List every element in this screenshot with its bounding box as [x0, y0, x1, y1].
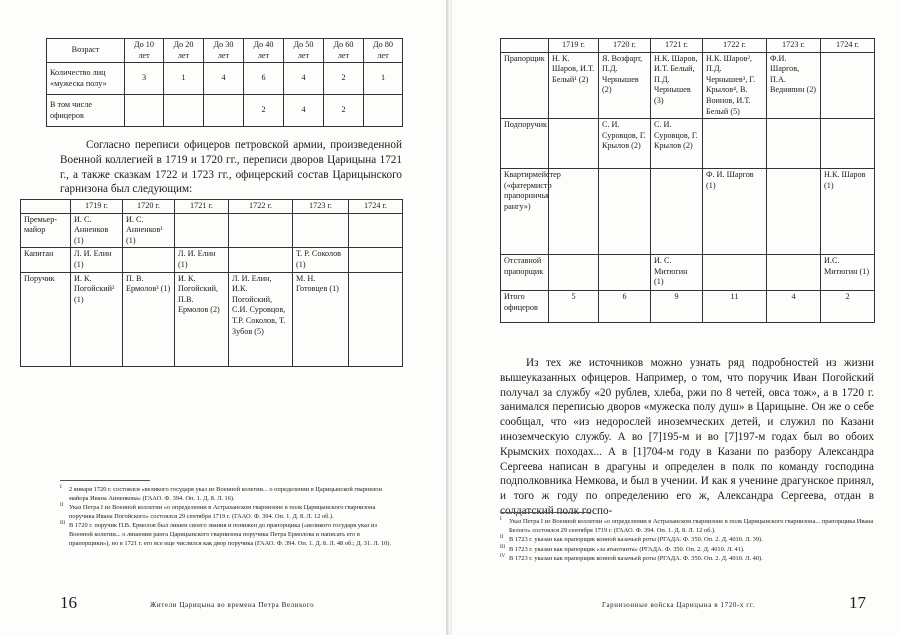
table-cell: 11	[703, 291, 767, 323]
officers-table-header	[21, 200, 403, 214]
table-cell: Количество лиц «мужеска полу»	[47, 63, 125, 95]
footnote	[60, 522, 402, 548]
footnote-mark: III	[60, 521, 65, 527]
table-cell: Н. К. Шаров, И.Т. Белый¹ (2)	[549, 52, 599, 119]
table-cell: С. И. Суровцов, Г. Крылов (2)	[599, 119, 651, 169]
footnote-mark: II	[500, 535, 504, 541]
footnote-mark: I	[60, 485, 62, 490]
table-cell: 2	[324, 95, 364, 127]
table-cell: В том числе офицеров	[47, 95, 125, 127]
table-cell: 4	[284, 95, 324, 127]
table-cell: 1	[164, 63, 204, 95]
table-cell: И. К. Погойский, П.В. Ермолов (2)	[175, 272, 229, 366]
table-cell: 6	[599, 291, 651, 323]
officers-header-cell: 1722 г.	[703, 39, 767, 53]
table-cell: 4	[204, 63, 244, 95]
officers-header-cell: 1723 г.	[767, 39, 821, 53]
table-cell: 3	[125, 63, 164, 95]
table-cell: М. Н. Готовцев (1)	[293, 272, 349, 366]
table-cell	[175, 213, 229, 248]
age-header-cell: До 50 лет	[284, 39, 324, 63]
table-cell: Подпоручик	[501, 119, 549, 169]
footnote-text: В 1723 г. указан как прапорщик «за атьютанта» (РГАДА. Ф. 350. Оп. 2. Д. 4010. Л. 41).	[509, 545, 745, 553]
footnote-text: Указ Петра I из Военной коллегии «о определении в Астраханском гварнизоне в полк Царицынского гварнизона поручика Ивана Погойского» состоялся 29 сентября 1719 г. (ГААО. Ф. 394. Оп. 1. Д. 8. Л. 12 об.).	[69, 504, 376, 520]
table-cell	[549, 119, 599, 169]
age-header-cell: До 20 лет	[164, 39, 204, 63]
right-page	[452, 0, 900, 635]
officers-header-cell: 1724 г.	[821, 39, 875, 53]
table-cell	[651, 169, 703, 255]
table-cell: Я. Возфарт, П.Д. Чернышев (2)	[599, 52, 651, 119]
table-row	[47, 63, 403, 95]
table-cell	[204, 95, 244, 127]
table-cell	[349, 272, 403, 366]
footnote-text: 2 января 1720 г. состоялся «великого государя указ из Военной колегии... о определении в Царицынской гварнизон майора Ивана Анненкова» (ГААО. Ф. 394. Оп. 1. Д. 8. Л. 16).	[69, 486, 382, 502]
table-row	[21, 272, 403, 366]
table-row	[501, 291, 875, 323]
table-cell: П. В. Ермолов³ (1)	[123, 272, 175, 366]
table-cell: Квартирмейстер («фатермистр прапорничья рангу»)	[501, 169, 549, 255]
table-cell	[767, 169, 821, 255]
table-cell	[123, 248, 175, 272]
table-cell: Н.К. Шаров (1)	[821, 169, 875, 255]
table-cell: Ф. И. Шаргов (1)	[703, 169, 767, 255]
left-page	[0, 0, 448, 635]
table-cell: 9	[651, 291, 703, 323]
table-cell: Поручик	[21, 272, 71, 366]
table-cell: Н.К. Шаров², П.Д. Чернышев³, Г. Крылов⁴, В. Воинов, И.Т. Белый (5)	[703, 52, 767, 119]
table-row	[21, 248, 403, 272]
table-cell: 1	[364, 63, 403, 95]
table-cell	[349, 248, 403, 272]
table-row	[501, 255, 875, 291]
table-cell: Л. И. Елин (1)	[175, 248, 229, 272]
footnote-text: В 1720 г. поручик П.В. Ермолов был лишен своего звания и понижен до прапорщика («великого государя указ из Военной колегии... о лишении ранга Царицынского гварнизона поручика Петра Ермолова и написать его в прапорщики»), но в 1721 г. его все еще числился как двор поручика (ГААО. Ф. 394. Оп. 1. Д. 8. Л. 48 об.; Д. 31. Л. 10).	[69, 522, 392, 547]
officers-header-cell: 1720 г.	[123, 200, 175, 214]
table-cell: Ф.И. Шаргов, П.А. Ведияпин (2)	[767, 52, 821, 119]
table-cell: 6	[244, 63, 284, 95]
running-title: Жители Царицына во времена Петра Великого	[150, 601, 315, 609]
officers-header-cell: 1719 г.	[549, 39, 599, 53]
footnote-mark: II	[60, 503, 64, 509]
table-row	[501, 119, 875, 169]
table-cell	[229, 213, 293, 248]
table-cell	[164, 95, 204, 127]
table-cell: Прапорщик	[501, 52, 549, 119]
running-title: Гарнизонные войска Царицына в 1720-х гг.	[602, 601, 755, 609]
officers-header-cell	[501, 39, 549, 53]
table-cell	[229, 248, 293, 272]
table-cell	[767, 119, 821, 169]
age-header-cell: До 60 лет	[324, 39, 364, 63]
table-cell: Л. И. Елин, И.К. Погойский, С.И. Суровцов, Т.Р. Соколов, Т. Зубов (5)	[229, 272, 293, 366]
footnote	[500, 546, 874, 555]
footnote	[60, 486, 402, 503]
table-cell	[549, 169, 599, 255]
table-row	[501, 169, 875, 255]
age-table-header	[47, 39, 403, 63]
table-cell: И.С. Митюгин (1)	[821, 255, 875, 291]
table-cell	[293, 213, 349, 248]
age-header-cell: До 10 лет	[125, 39, 164, 63]
table-row	[21, 213, 403, 248]
body-paragraph: Из тех же источников можно узнать ряд подробностей из жизни вышеуказанных офицеров. Например, о том, что поручик Иван Погойский получал за службу «20 рублев, хлеба, ржи по 8 четей, овса тож», а в 1720 г. занимался переписью дворов «мужеска полу душ» в Царицыне. Он же о себе сообщал, что «из недорослей иноземческих детей, и служил по Казани иноземческую службу. А во [7]195-м и во [7]197-м годах был во обоих Крымских походах... А в [1]704-м году в Казани по разбору Александра Сергеева написан в драгуны и определен в полк по команду господина подполковника Немкова, и был в учении. И как я ученине драгунское принял, и того ж году по определению его ж, Александра Сергеева, отдан в солдатский полк госпо-	[500, 357, 874, 517]
table-cell	[599, 255, 651, 291]
table-cell: И. С. Анненков (1)	[71, 213, 123, 248]
footnote-rule	[60, 480, 150, 481]
officers-table-header	[501, 39, 875, 53]
table-cell	[125, 95, 164, 127]
table-cell: 2	[324, 63, 364, 95]
table-cell: С. И. Суровцов, Г. Крылов (2)	[651, 119, 703, 169]
table-cell	[349, 213, 403, 248]
table-cell: 4	[767, 291, 821, 323]
table-cell	[364, 95, 403, 127]
table-row	[501, 52, 875, 119]
table-cell	[549, 255, 599, 291]
age-header-cell: До 40 лет	[244, 39, 284, 63]
age-table	[46, 38, 403, 127]
table-row	[47, 95, 403, 127]
footnote-text: В 1723 г. указан как прапорщик конной казачьей роты (РГАДА. Ф. 350. Оп. 2. Д. 4010. Л. 40).	[509, 555, 763, 563]
table-cell: 2	[821, 291, 875, 323]
age-header-cell: Возраст	[47, 39, 125, 63]
table-cell: Отставной прапорщик	[501, 255, 549, 291]
footnote	[500, 555, 874, 564]
table-cell: Т. Р. Соколов (1)	[293, 248, 349, 272]
body-paragraph: Согласно переписи офицеров петровской армии, произведенной Военной коллегией в 1719 и 1720 гг., переписи дворов Царицына 1721 г., а также сказкам 1722 и 1723 гг., офицерский состав Царицынского гарнизона был следующим:	[60, 139, 402, 196]
page-number: 17	[849, 593, 866, 612]
officers-header-cell: 1719 г.	[71, 200, 123, 214]
table-cell	[703, 119, 767, 169]
age-header-cell: До 80 лет	[364, 39, 403, 63]
table-cell	[703, 255, 767, 291]
table-cell: Н.К. Шаров, И.Т. Белый, П.Д. Чернышев (3)	[651, 52, 703, 119]
table-cell	[821, 119, 875, 169]
footnote	[60, 504, 402, 521]
officers-header-cell	[21, 200, 71, 214]
officers-header-cell: 1724 г.	[349, 200, 403, 214]
age-header-cell: До 30 лет	[204, 39, 244, 63]
table-cell: Премьер-майор	[21, 213, 71, 248]
footnotes	[500, 518, 874, 565]
officers-header-cell: 1720 г.	[599, 39, 651, 53]
table-cell: Капитан	[21, 248, 71, 272]
footnote-text: В 1723 г. указан как прапорщик конной казачьей роты (РГАДА. Ф. 350. Оп. 2. Д. 4010. Л. 39).	[509, 536, 763, 544]
table-cell: И. С. Митюгин (1)	[651, 255, 703, 291]
officers-header-cell: 1722 г.	[229, 200, 293, 214]
table-cell: Л. И. Елин (1)	[71, 248, 123, 272]
table-cell: Итого офицеров	[501, 291, 549, 323]
table-cell	[821, 52, 875, 119]
footnote-rule	[500, 512, 590, 513]
footnote-mark: III	[500, 544, 505, 550]
footnote	[500, 518, 874, 535]
table-cell	[767, 255, 821, 291]
table-cell: 4	[284, 63, 324, 95]
footnote-mark: IV	[500, 554, 506, 560]
footnote	[500, 536, 874, 545]
officers-table	[20, 199, 403, 367]
table-cell	[599, 169, 651, 255]
footnote-mark: I	[500, 517, 502, 522]
footnotes	[60, 486, 402, 549]
officers-header-cell: 1723 г.	[293, 200, 349, 214]
officers-header-cell: 1721 г.	[175, 200, 229, 214]
table-cell: 2	[244, 95, 284, 127]
officers-table-continued	[500, 38, 875, 323]
officers-header-cell: 1721 г.	[651, 39, 703, 53]
page-number: 16	[60, 593, 77, 612]
table-cell: 5	[549, 291, 599, 323]
footnote-text: Указ Петра I из Военной коллегии «о определении в Астраханском гварнизоне в полк Царицынского гварнизона... прапорщика Ивана Белого» состоялся 29 сентября 1719 г. (ГААО. Ф. 394. Оп. 1. Д. 8. Л. 12 об.).	[509, 518, 874, 534]
table-cell: И. С. Анненков¹ (1)	[123, 213, 175, 248]
table-cell: И. К. Погойский² (1)	[71, 272, 123, 366]
